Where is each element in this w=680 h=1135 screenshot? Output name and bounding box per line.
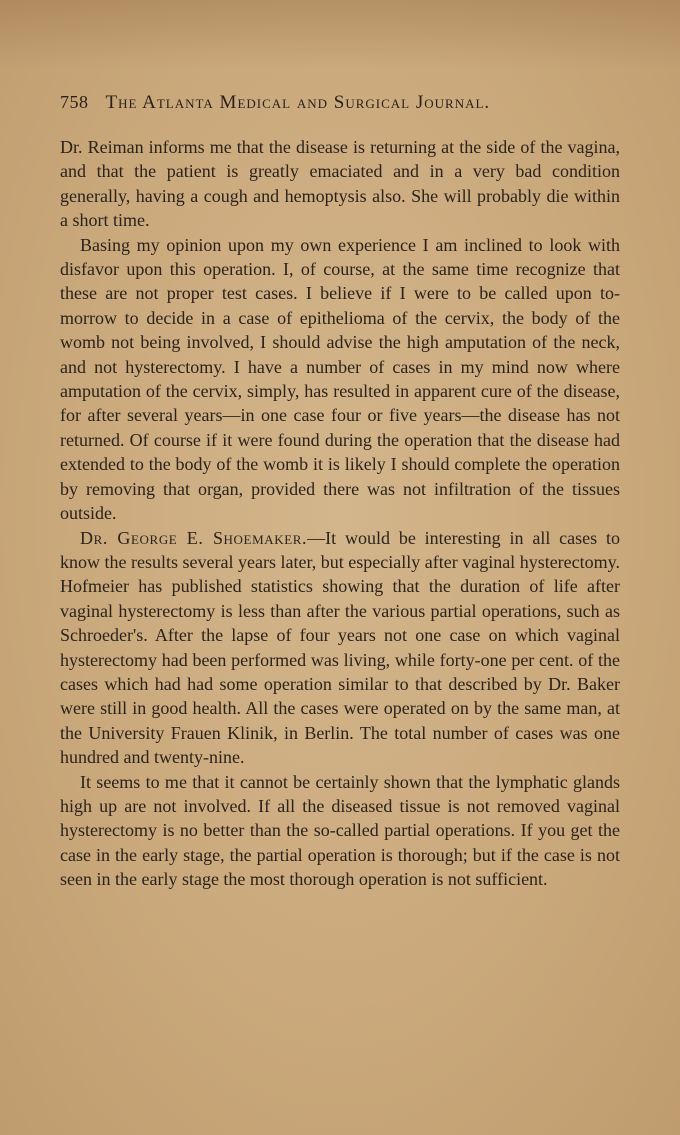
page-edge-shadow — [0, 0, 680, 70]
paragraph-3-text: —It would be interesting in all cases to know the results several years later, but especially after vaginal hysterectomy. Hofmeier has published statistics showing that the duration of life after vaginal hysterectomy is less than after the various partial operations, such as Schroeder's. After the lapse of four years not one case on which vaginal hysterectomy had been performed was living, while forty-one per cent. of the cases which had had some operation similar to that described by Dr. Baker were still in good health. All the cases were operated on by the same man, at the University Frauen Klinik, in Berlin. The total number of cases was one hundred and twenty-nine. — [60, 527, 621, 768]
speaker-name: Dr. George E. Shoemaker. — [80, 527, 308, 548]
paragraph-3 — [60, 526, 620, 770]
journal-title: The Atlanta Medical and Surgical Journal. — [105, 92, 491, 113]
page-number: 758 — [60, 92, 89, 112]
running-header — [60, 92, 640, 114]
paragraph-4 — [60, 770, 620, 892]
paragraph-1 — [60, 135, 620, 233]
paragraph-2-text: Basing my opinion upon my own experience I am inclined to look with disfavor upon this operation. I, of course, at the same time recognize that these are not proper test cases. I believe if I were to be called upon to-morrow to decide in a case of epithelioma of the cervix, the body of the womb not being involved, I should advise the high amputation of the neck, and not hysterectomy. I have a number of cases in my mind now where amputation of the cervix, simply, has resulted in apparent cure of the disease, for after several years—in one case four or five years—the disease has not returned. Of course if it were found during the operation that the disease had extended to the body of the womb it is likely I should complete the operation by removing that organ, provided there was not infiltration of the tissues outside. — [60, 234, 620, 524]
paragraph-1-text: Dr. Reiman informs me that the disease is returning at the side of the vagina, and that the patient is greatly emaciated and in a very bad condition generally, having a cough and hemoptysis also. She will probably die within a short time. — [60, 137, 620, 231]
article-body — [60, 135, 620, 892]
paragraph-2 — [60, 233, 620, 526]
paragraph-4-text: It seems to me that it cannot be certainly shown that the lymphatic glands high up are not involved. If all the diseased tissue is not removed vaginal hysterectomy is no better than the so-called partial operations. If you get the case in the early stage, the partial operation is thorough; but if the case is not seen in the early stage the most thorough operation is not sufficient. — [60, 771, 620, 890]
